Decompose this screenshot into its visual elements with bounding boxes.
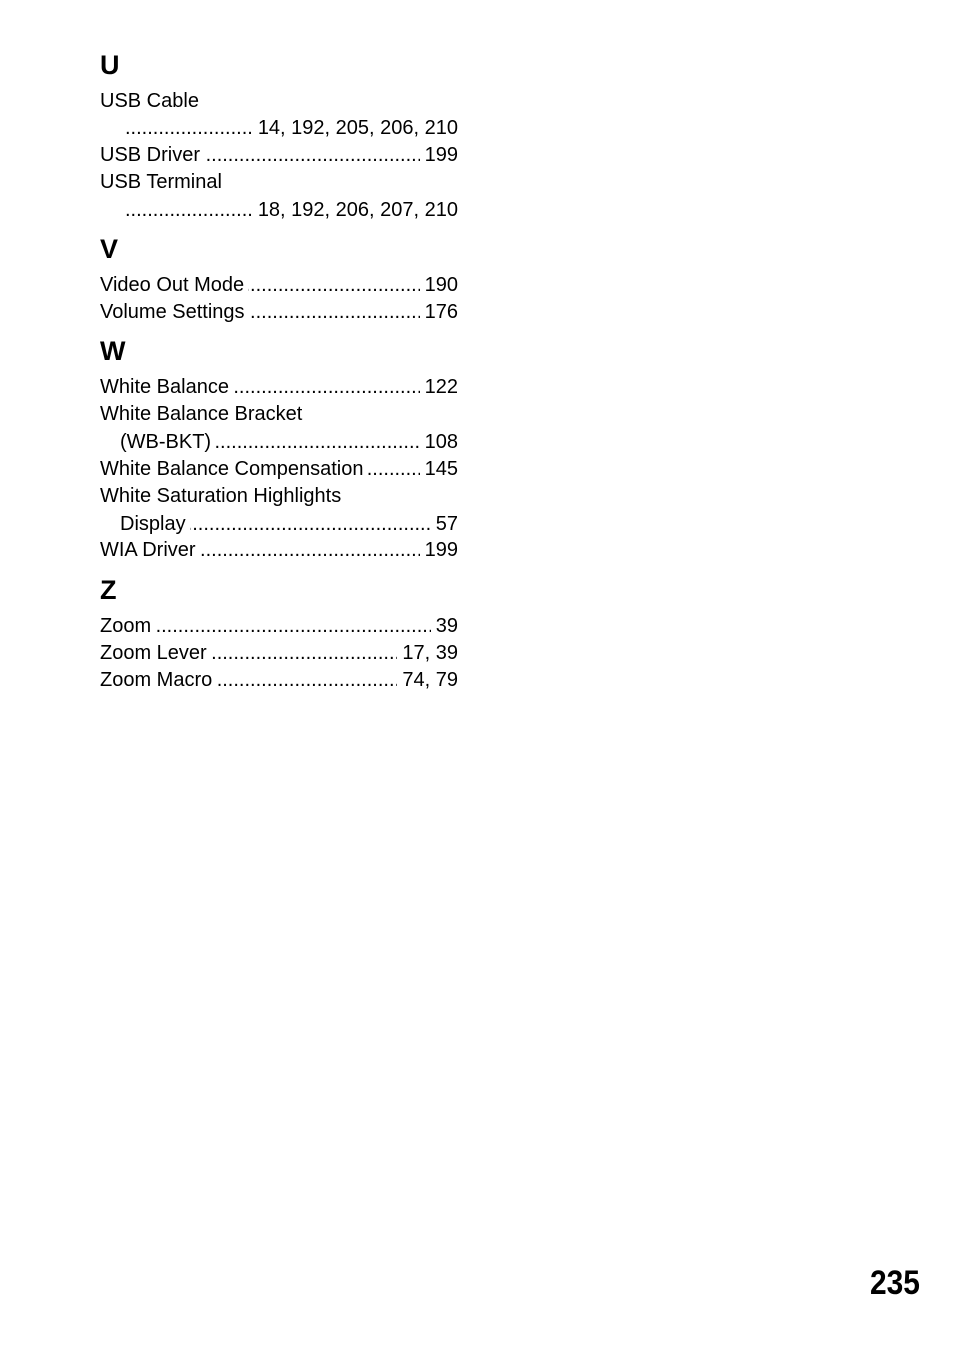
index-subterm: Display [120,513,190,535]
index-entry-zoom-macro [100,667,458,694]
index-entry-usb-cable-pages [125,115,458,142]
index-term: Video Out Mode [100,274,248,296]
index-pages: 74, 79 [397,667,458,694]
index-entry-usb-driver [100,142,458,169]
index-term: USB Cable [100,90,199,112]
index-pages: 57 [431,511,458,538]
index-pages: 17, 39 [397,640,458,667]
index-entry-white-balance-compensation [100,456,458,483]
index-term: White Balance [100,376,233,398]
index-pages: 190 [420,272,458,299]
index-term: USB Terminal [100,171,222,193]
index-entry-white-balance-bracket [100,401,458,428]
index-pages: 39 [431,613,458,640]
index-entry-zoom-lever [100,640,458,667]
index-entry-zoom [100,613,458,640]
index-subterm: (WB-BKT) [120,431,215,453]
index-entry-white-saturation-highlights [100,483,458,510]
index-entry-usb-terminal [100,169,458,196]
index-pages: 18, 192, 206, 207, 210 [253,197,458,224]
index-term: USB Driver [100,144,204,166]
index-entry-white-balance [100,374,458,401]
index-entry-display [120,511,458,538]
index-entry-usb-terminal-pages [125,197,458,224]
index-term: Zoom Macro [100,669,216,691]
index-pages: 14, 192, 205, 206, 210 [253,115,458,142]
index-term: White Saturation Highlights [100,485,342,507]
index-term: Volume Settings [100,301,249,323]
index-pages: 176 [420,299,458,326]
index-term: WIA Driver [100,539,200,561]
index-letter-u: U [100,50,120,80]
index-term: White Balance Compensation [100,458,367,480]
index-entry-usb-cable [100,88,458,115]
index-letter-w: W [100,336,126,366]
page-number: 235 [870,1264,920,1302]
index-letter-z: Z [100,575,117,605]
index-entry-volume-settings [100,299,458,326]
index-pages: 199 [420,142,458,169]
index-entry-video-out-mode [100,272,458,299]
index-pages: 145 [420,456,458,483]
index-term: Zoom [100,615,155,637]
index-pages: 108 [420,429,458,456]
index-term: Zoom Lever [100,642,211,664]
index-term: White Balance Bracket [100,403,303,425]
index-pages: 122 [420,374,458,401]
index-letter-v: V [100,234,119,264]
index-entry-wb-bkt [120,429,458,456]
index-entry-wia-driver [100,537,458,564]
index-pages: 199 [420,537,458,564]
